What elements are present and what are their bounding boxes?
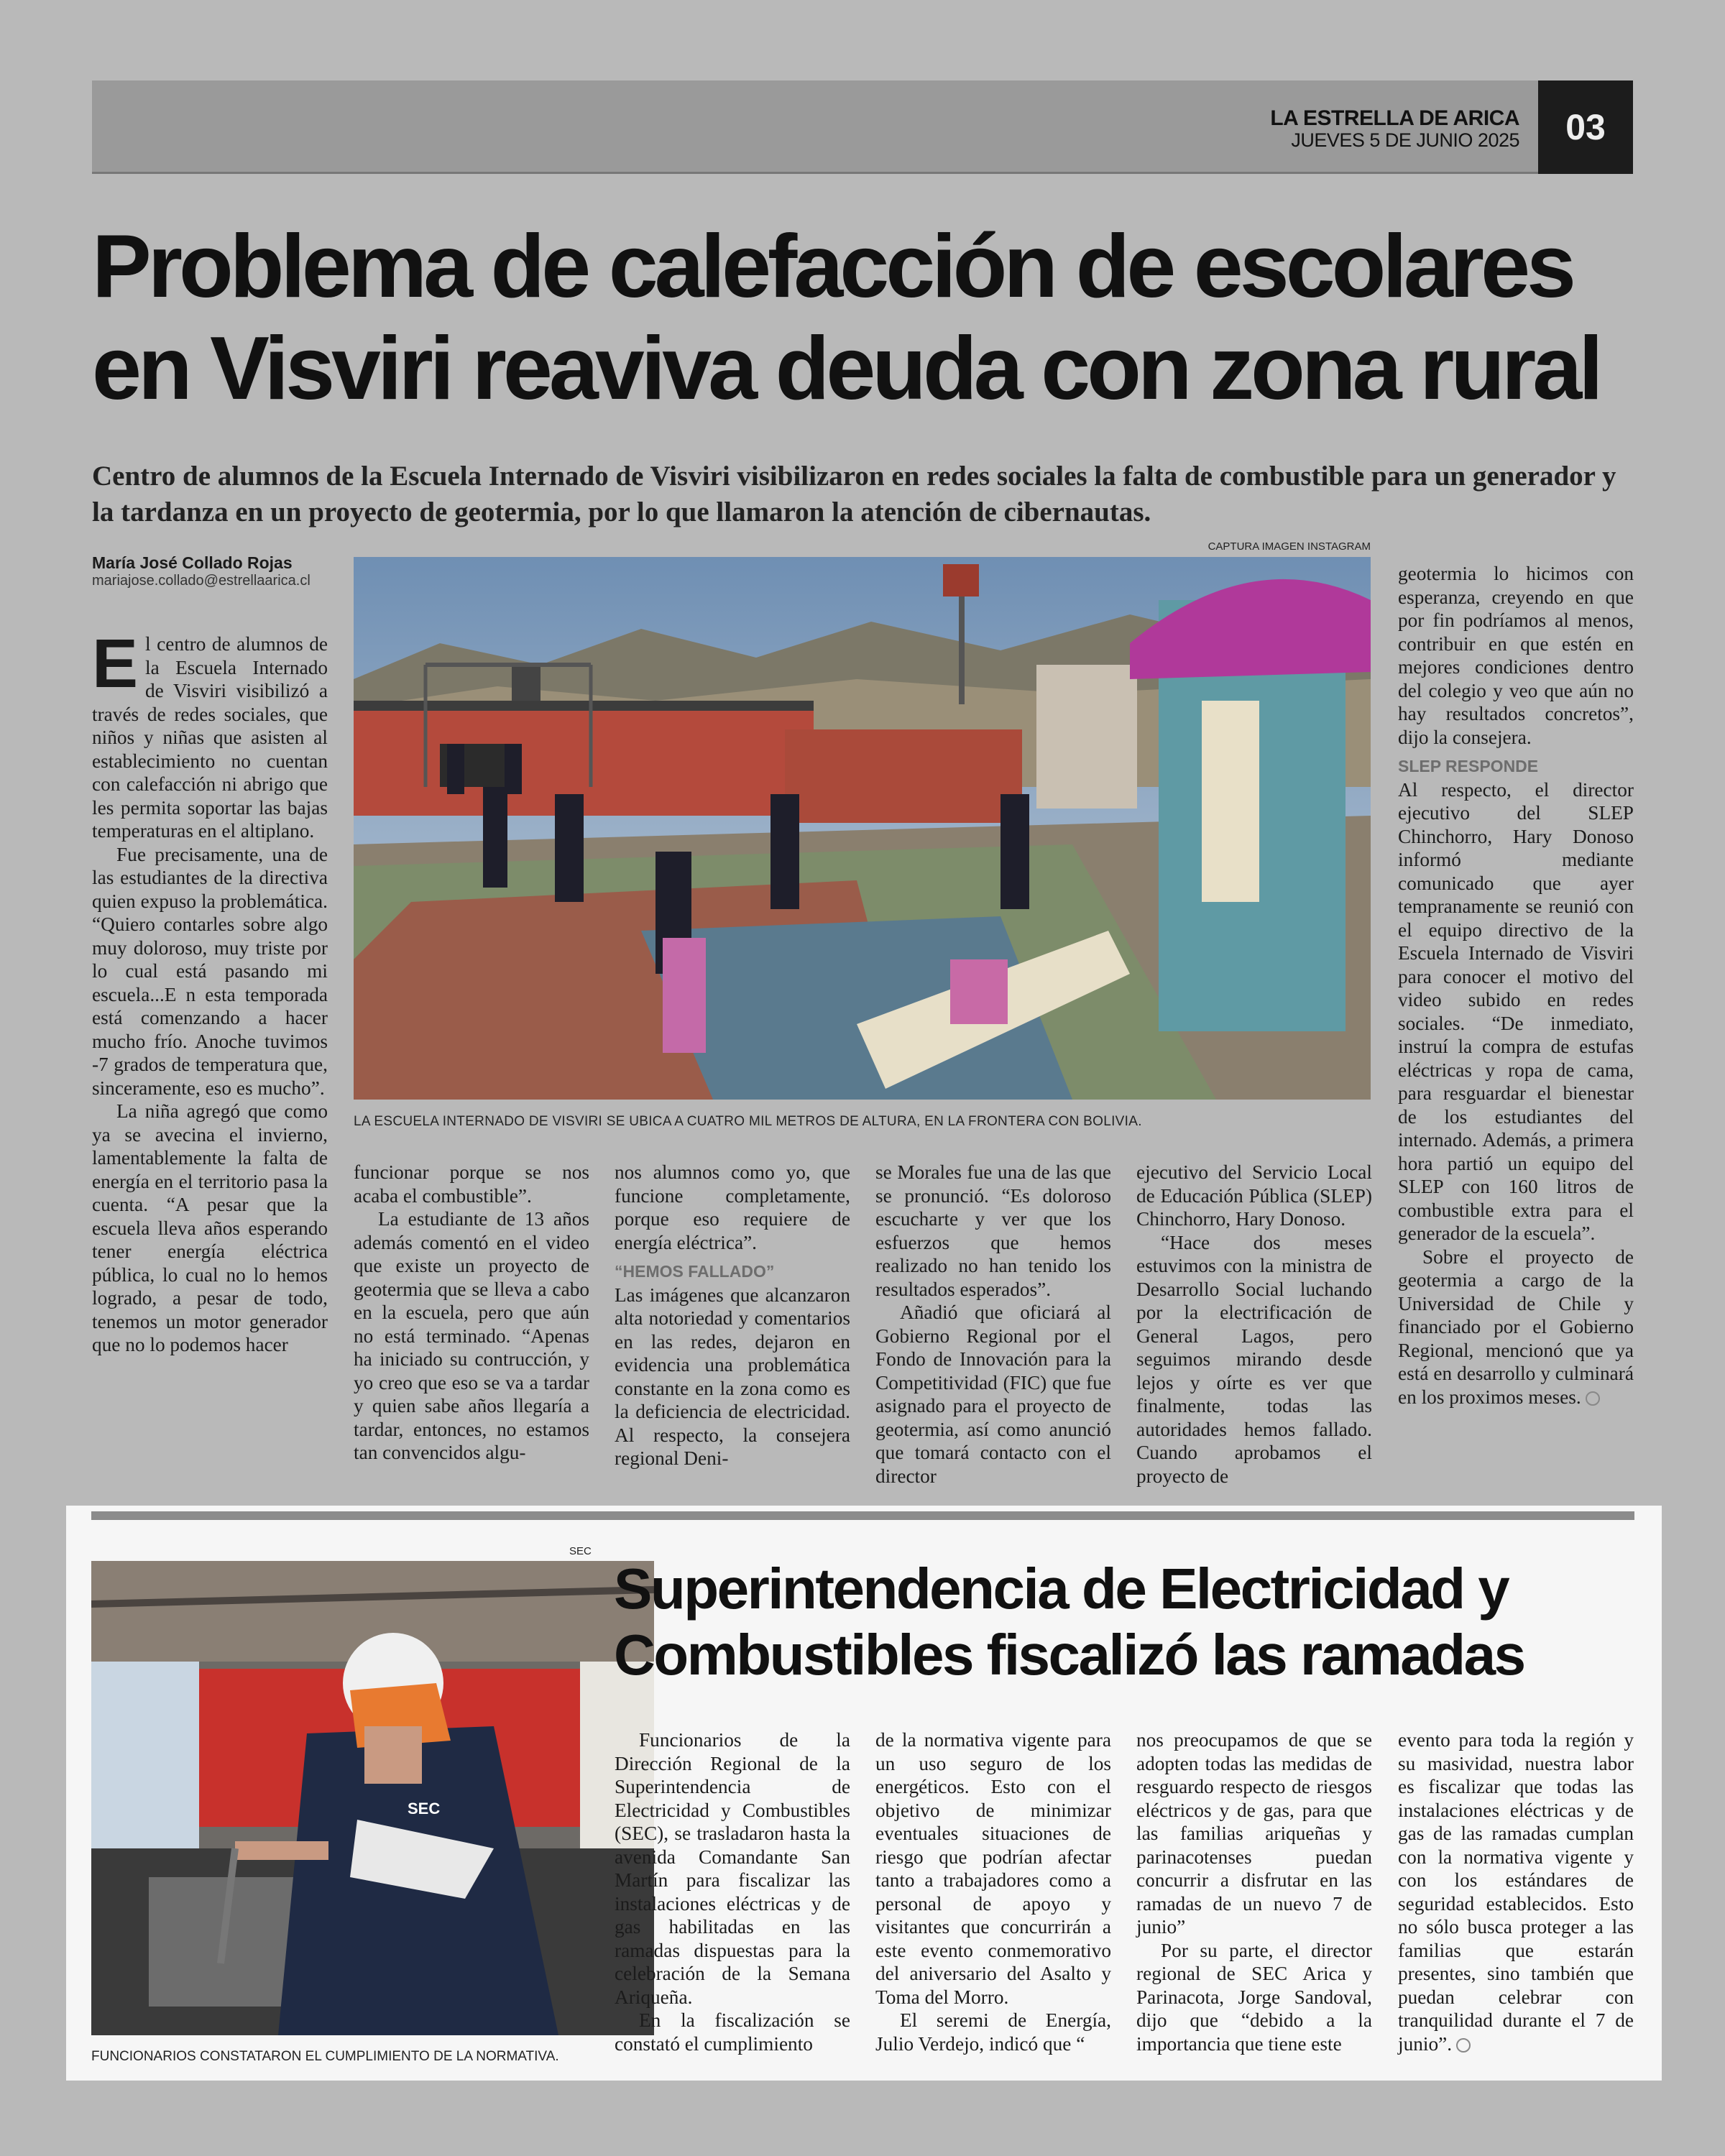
publication-date: JUEVES 5 DE JUNIO 2025 bbox=[1291, 129, 1519, 151]
paragraph: El seremi de Energía, Julio Verdejo, indicó que “ bbox=[875, 2009, 1111, 2055]
paragraph: La niña agregó que como ya se avecina el invierno, lamentablemente la falta de energía en el territorio pasa la cuenta. “A pesar que la escuela lleva años esperando tener energía eléctrica pública, lo cual no lo hemos logrado, a pesar de todo, tenemos un motor generador que no lo podemos hacer bbox=[92, 1100, 328, 1355]
paragraph-text: Sobre el proyecto de geotermia a cargo de la Universidad de Chile y financiado por el Gobierno Regional, mencionó que ya está en desarrollo y culminará en los proximos meses. bbox=[1398, 1245, 1634, 1408]
paragraph: se Morales fue una de las que se pronunció. “Es doloroso escucharte y ver que los esfuerzos que hemos realizado no han tenido los resultados esperados”. bbox=[875, 1161, 1111, 1300]
paragraph: geotermia lo hicimos con esperanza, creyendo en que por fin podríamos al menos, contribuir en que estén en mejores condiciones dentro del colegio y veo que aún no hay resultados concretos”, dijo la consejera. bbox=[1398, 563, 1634, 748]
photo-credit: CAPTURA IMAGEN INSTAGRAM bbox=[1208, 540, 1371, 553]
article-column-4 bbox=[875, 1161, 1111, 1488]
sec-column-4 bbox=[1398, 1728, 1634, 2055]
article-column-1 bbox=[92, 625, 328, 1357]
paragraph: Al respecto, el director ejecutivo del SLEP Chinchorro, Hary Donoso informó mediante comunicado que ayer tempranamente se reunió con el equipo directivo de la Escuela Internado de Visviri para conocer el motivo del video subido en redes sociales. “De inmediato, instruí la compra de estufas eléctricas y ropa de cama, para resguardar el bienestar de los estudiantes del internado. Además, a primera hora partió un equipo del SLEP con 160 litros de combustible extra para el generador de la escuela”. bbox=[1398, 778, 1634, 1244]
byline bbox=[92, 553, 336, 589]
photo-credit: SEC bbox=[569, 1545, 592, 1557]
subheading: “HEMOS FALLADO” bbox=[615, 1262, 775, 1281]
paragraph: Funcionarios de la Dirección Regional de la Superintendencia de Electricidad y Combustibles (SEC), se trasladaron hasta la avenida Comandante San Martín para fiscalizar las instalaciones eléctricas y de gas habilitadas en las ramadas dispuestas para la celebración de la Semana Ariqueña. bbox=[615, 1729, 850, 2008]
paragraph: Por su parte, el director regional de SEC Arica y Parinacota, Jorge Sandoval, dijo que “debido a la importancia que tiene este bbox=[1136, 1939, 1372, 2055]
paragraph bbox=[1398, 1245, 1634, 1409]
sec-column-3 bbox=[1136, 1728, 1372, 2055]
page-header bbox=[92, 80, 1633, 174]
paragraph: En la fiscalización se constató el cumplimiento bbox=[615, 2009, 850, 2055]
article-column-2 bbox=[354, 1161, 589, 1465]
paragraph: nos preocupamos de que se adopten todas las medidas de resguardo respecto de riesgos eléctricos y de gas, para que las familias ariqueñas y parinacotenses puedan concurrir a disfrutar en las ramadas de un nuevo 7 de junio” bbox=[1136, 1729, 1372, 1938]
publication-name: LA ESTRELLA DE ARICA bbox=[1270, 106, 1519, 130]
drop-cap: E bbox=[92, 625, 139, 702]
paragraph: Las imágenes que alcanzaron alta notoriedad y comentarios en las redes, dejaron en evidencia una problemática constante en la zona como es la deficiencia de electricidad. Al respecto, la consejera regional Deni- bbox=[615, 1284, 850, 1469]
inspector-illustration bbox=[91, 1561, 654, 2035]
paragraph: ejecutivo del Servicio Local de Educación Pública (SLEP) Chinchorro, Hary Donoso. bbox=[1136, 1161, 1372, 1230]
photo-caption: LA ESCUELA INTERNADO DE VISVIRI SE UBICA A CUATRO MIL METROS DE ALTURA, EN LA FRONTERA CON BOLIVIA. bbox=[354, 1114, 1142, 1129]
paragraph-text: evento para toda la región y su masividad, nuestra labor es fiscalizar que todas las instalaciones eléctricas y de gas de las ramadas cumplan con la normativa vigente y con los estándares de seguridad establecidos. Esto no sólo busca proteger a las familias que estarán presentes, sino también que puedan celebrar con tranquilidad durante el 7 de junio”. bbox=[1398, 1729, 1634, 2055]
paragraph: “Hace dos meses estuvimos con la ministra de Desarrollo Social luchando por la electrificación de General Lagos, pero seguimos mirando desde lejos y oírte es ver que finalmente, todas las autoridades hemos fallado. Cuando aprobamos el proyecto de bbox=[1136, 1231, 1372, 1487]
article-headline: Problema de calefacción de escolares en Visviri reaviva deuda con zona rural bbox=[92, 217, 1600, 418]
article-column-3 bbox=[615, 1161, 850, 1470]
paragraph: nos alumnos como yo, que funcione completamente, porque eso requiere de energía eléctrica”. bbox=[615, 1161, 850, 1253]
author-email[interactable]: mariajose.collado@estrellaarica.cl bbox=[92, 573, 310, 589]
subheading: SLEP RESPONDE bbox=[1398, 757, 1539, 775]
sec-column-1 bbox=[615, 1728, 850, 2055]
article-headline: Superintendencia de Electricidad y Combustibles fiscalizó las ramadas bbox=[614, 1557, 1524, 1687]
paragraph bbox=[1398, 1728, 1634, 2055]
paragraph-text: l centro de alumnos de la Escuela Internado de Visviri visibilizó a través de redes sociales, que niños y niñas que asisten al establecimiento no cuentan con calefacción ni abrigo que les permita soportar las bajas temperaturas en el altiplano. bbox=[92, 633, 328, 842]
vest-label: SEC bbox=[408, 1800, 441, 1818]
paragraph: funcionar porque se nos acaba el combustible”. bbox=[354, 1161, 589, 1207]
inspector-photo bbox=[91, 1561, 654, 2106]
sec-article-box bbox=[66, 1506, 1662, 2081]
paragraph bbox=[92, 625, 328, 843]
article-deck: Centro de alumnos de la Escuela Internado de Visviri visibilizaron en redes sociales la falta de combustible para un generador y la tardanza en un proyecto de geotermia, por lo que llamaron la atención de cibernautas. bbox=[92, 461, 1616, 528]
paragraph: de la normativa vigente para un uso seguro de los energéticos. Esto con el objetivo de minimizar eventuales situaciones de riesgo que podrían afectar tanto a trabajadores como a personal de apoyo y visitantes que concurrirán a este evento conmemorativo del aniversario del Asalto y Toma del Morro. bbox=[875, 1729, 1111, 2008]
end-mark-icon bbox=[1586, 1391, 1600, 1406]
page-number: 03 bbox=[1538, 80, 1633, 174]
divider bbox=[91, 1511, 1634, 1520]
publication-info bbox=[1270, 108, 1519, 151]
photo-caption: FUNCIONARIOS CONSTATARON EL CUMPLIMIENTO DE LA NORMATIVA. bbox=[91, 2049, 559, 2064]
author-name: María José Collado Rojas bbox=[92, 553, 293, 572]
schoolyard-photo bbox=[354, 557, 1371, 1100]
article-column-6 bbox=[1398, 562, 1634, 1409]
paragraph: Añadió que oficiará al Gobierno Regional por el Fondo de Innovación para la Competitividad (FIC) que fue asignado para el proyecto de geotermia, así como anunció que tomará contacto con el director bbox=[875, 1302, 1111, 1487]
schoolyard-illustration bbox=[354, 557, 1371, 1100]
paragraph: La estudiante de 13 años además comentó en el video que existe un proyecto de geotermia que se lleva a cabo en la escuela, pero que aún no está terminado. “Apenas ha iniciado su contrucción, y yo creo que eso se va a tardar y quien sabe años llegaría a tardar, entonces, no estamos tan convencidos algu- bbox=[354, 1208, 589, 1463]
sec-column-2 bbox=[875, 1728, 1111, 2055]
paragraph: Fue precisamente, una de las estudiantes de la directiva quien expuso la problemática. “Quiero contarles sobre algo muy doloroso, muy triste por lo cual está pasando mi escuela...E n esta temporada está comenzando a hacer mucho frío. Anoche tuvimos -7 grados de temperatura que, sinceramente, eso es mucho”. bbox=[92, 843, 328, 1099]
end-mark-icon bbox=[1456, 2038, 1471, 2053]
article-column-5 bbox=[1136, 1161, 1372, 1488]
